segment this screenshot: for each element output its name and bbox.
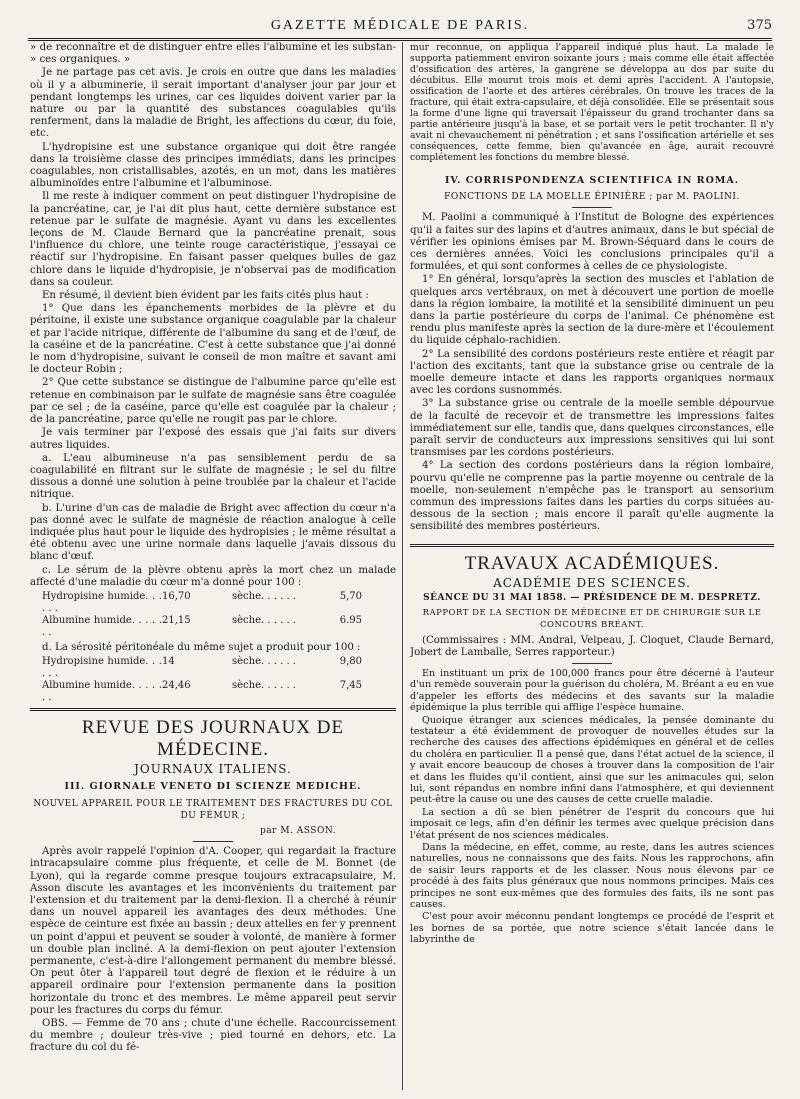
paragraph: » de reconnaître et de distinguer entre elles l'albumine et les substan- » ces organiques. » bbox=[30, 42, 396, 66]
paragraph: L'hydropisine est une substance organique qui doit être rangée dans la troisième classe des principes immédiats, dans les principes coagulables, non cristallisables, azotés, en un mot, dans les matières albuminoïdes entre l'albumine et l'albuminose. bbox=[30, 141, 396, 190]
table-cell: sèche. . . . . . bbox=[232, 656, 296, 668]
journal-title: GAZETTE MÉDICALE DE PARIS. bbox=[270, 18, 530, 33]
paragraph: M. Paolini a communiqué à l'Institut de Bologne des expériences qu'il a faites sur des lapins et d'autres animaux, dans le but spécial de vérifier les opinions émises par M. Brown-Séquard dans le cours de ces dernières années. Voici les conclusions principales qu'il a formulées, et qui sont conformes à celles de ce physiologiste. bbox=[410, 212, 774, 273]
article-title: NOUVEL APPAREIL POUR LE TRAITEMENT DES FRACTURES DU COL DU FÉMUR ; bbox=[33, 798, 393, 821]
paragraph: c. Le sérum de la plèvre obtenu après la mort chez un malade affecté d'une maladie du cœur m'a donné pour 100 : bbox=[30, 564, 396, 588]
table-row bbox=[30, 656, 396, 680]
section-heading: TRAVAUX ACADÉMIQUES. bbox=[464, 552, 720, 574]
table-cell: 6.95 bbox=[339, 614, 362, 626]
paragraph: mur reconnue, on appliqua l'appareil indiqué plus haut. La malade le supporta patiemment environ soixante jours ; mais comme elle était affectée d'ossification des artères, la gangrène se développa au dos par suite du décubitus. Elle mourut trois mois et demi après l'accident. A l'autopsie, ossification de l'aorte et des artères cérébrales. On trouve les traces de la fracture, qui était extra-capsulaire, et déjà consolidée. Elle se présentait sous la forme d'une ligne qui traversait l'épaisseur du grand trochanter dans sa partie antérieure jusqu'à la base, et se portait vers le petit trochanter. Il n'y avait ni chevauchement ni pénétration ; et sans l'ossification artérielle et ses conséquences, cette femme, bien qu'avancée en âge, aurait recouvré complétement les fonctions du membre blessé. bbox=[410, 42, 774, 163]
divider bbox=[572, 663, 612, 664]
section-rule bbox=[30, 708, 396, 711]
paragraph: 4° La section des cordons postérieurs dans la région lombaire, pourvu qu'elle ne comprenne pas la partie moyenne ou centrale de la moelle, non-seulement n'empêche pas le transport au sensorium commun des impressions faites dans les parties du corps situées au-dessous de la section ; mais encore il paraît qu'elle augmente la sensibilité des membres postérieurs. bbox=[410, 460, 774, 533]
paragraph: La section a dû se bien pénétrer de l'esprit du concours que lui imposait ce legs, afin d'en définir les termes avec quelque précision dans l'état présent de nos sciences médicales. bbox=[410, 806, 774, 841]
paragraph: d. La sérosité péritonéale du même sujet a produit pour 100 : bbox=[42, 641, 361, 653]
paragraph: OBS. — Femme de 70 ans ; chute d'une échelle. Raccourcissement du membre ; douleur très-vive ; pied tourné en dehors, etc. La fracture du col du fé- bbox=[30, 1018, 396, 1054]
section-heading: IV. CORRISPONDENZA SCIENTIFICA IN ROMA. bbox=[444, 175, 740, 186]
paragraph: C'est pour avoir méconnu pendant longtemps ce procédé de l'esprit et les bornes de sa portée, que notre science s'était lancée dans le labyrinthe de bbox=[410, 911, 774, 946]
subsection-heading: JOURNAUX ITALIENS. bbox=[134, 762, 292, 777]
right-column bbox=[410, 42, 774, 1082]
table-cell: sèche. . . . . . bbox=[232, 590, 296, 602]
column-divider bbox=[402, 42, 403, 1090]
table-cell: 5,70 bbox=[339, 590, 362, 602]
page-header bbox=[28, 18, 772, 40]
table-row bbox=[30, 615, 396, 639]
session-heading: SÉANCE DU 31 MAI 1858. — PRÉSIDENCE DE M. DESPRETZ. bbox=[423, 592, 761, 603]
results-table-2 bbox=[30, 656, 396, 704]
table-cell: sèche. . . . . . bbox=[232, 614, 296, 626]
article-author: par M. ASSON. bbox=[260, 825, 336, 836]
article-title: FONCTIONS DE LA MOELLE ÉPINIÈRE ; par M. PAOLINI. bbox=[444, 192, 740, 203]
table-cell: 16,70 bbox=[162, 590, 191, 602]
section-rule bbox=[410, 544, 774, 547]
table-cell: 24,46 bbox=[162, 680, 191, 692]
table-row bbox=[30, 680, 396, 704]
paragraph: b. L'urine d'un cas de maladie de Bright avec affection du cœur n'a pas donné avec le sulfate de magnésie de réaction analogue à celle indiquée plus haut pour le liquide des hydropisies ; le même résultat a été obtenu avec une urine normale dans laquelle j'avais dissous du blanc d'œuf. bbox=[30, 502, 396, 563]
table-cell: Hydropisine humide. . . . . . bbox=[42, 590, 162, 614]
paragraph: 1° En général, lorsqu'après la section des muscles et l'ablation de quelques arcs vertébraux, on met à découvert une portion de moelle dans la région lombaire, la motilité et la sensibilité diminuent un peu dans la partie postérieure du corps de l'animal. Ce phénomène est rendu plus manifeste après la section de la dure-mère et l'écoulement du liquide céphalo-rachidien. bbox=[410, 274, 774, 347]
subsection-heading: ACADÉMIE DES SCIENCES. bbox=[493, 575, 691, 590]
table-cell: 9,80 bbox=[339, 656, 362, 668]
paragraph: Je ne partage pas cet avis. Je crois en outre que dans les maladies où il y a albuminerie, il serait important d'analyser jour par jour et pendant longtemps les urines, car ces liquides doivent varier par la nature ou par la quantité des substances coagulables qu'ils renferment, dans la maladie de Bright, les affections du cœur, du foie, etc. bbox=[30, 67, 396, 140]
table-row bbox=[30, 591, 396, 615]
paragraph: 1° Que dans les épanchements morbides de la plèvre et du péritoine, il existe une substance organique coagulable par la chaleur et par l'acide nitrique, différente de l'albumine du sang et de l'œuf, de la caséine et de la pancréatine. C'est à cette substance que j'ai donné le nom d'hydropisine, suivant le conseil de mon maître et savant ami le docteur Robin ; bbox=[30, 303, 396, 376]
results-table-1 bbox=[30, 591, 396, 639]
divider bbox=[193, 841, 233, 842]
paragraph: 3° La substance grise ou centrale de la moelle semble dépourvue de la faculté de recevoir et de transmettre les impressions faites immédiatement sur elle, tandis que, dans quelques circonstances, elle paraît servir de conducteurs aux impressions sensitives qui lui sont transmises par les cordons postérieurs. bbox=[410, 398, 774, 459]
paragraph: a. L'eau albumineuse n'a pas sensiblement perdu de sa coagulabilité en filtrant sur le sulfate de magnésie ; le sel du filtre dissous a donné une solution à peine troublée par la chaleur et l'acide nitrique. bbox=[30, 452, 396, 501]
header-rule bbox=[28, 38, 772, 41]
paragraph: Je vais terminer par l'exposé des essais que j'ai faits sur divers autres liquides. bbox=[30, 427, 396, 451]
table-cell: Albumine humide. . . . . . . bbox=[42, 614, 162, 638]
table-cell: Albumine humide. . . . . . . bbox=[42, 680, 162, 704]
paragraph: Quoique étranger aux sciences médicales, la pensée dominante du testateur a été évidemment de provoquer de nouvelles études sur la recherche des causes des affections épidémiques en général et de celles du choléra en particulier. Il a pensé que, dans l'état actuel de la science, il y avait encore beaucoup de choses à trouver dans la composition de l'air et dans les fluides qu'il contient, ainsi que sur les animacules qui, selon lui, sont répandus en nombre infini dans l'atmosphère, et qui deviennent peut-être la cause ou une des causes de cette cruelle maladie. bbox=[410, 714, 774, 806]
paragraph: Après avoir rappelé l'opinion d'A. Cooper, qui regardait la fracture intracapsulaire comme plus fréquente, et celle de M. Bonnet (de Lyon), qui la regarde comme presque toujours extracapsulaire, M. Asson discute les avantages et les inconvénients du traitement par l'extension et du traitement par la demi-flexion. Il a cherché à réunir dans un nouvel appareil les avantages des deux méthodes. Une espèce de ceinture est fixée au bassin ; deux attelles en fer y prennent un point d'appui et peuvent se souder à volonté, de manière à former un double plan incliné. A la demi-flexion on peut ajouter l'extension permanente, c'est-à-dire l'allongement permanent du membre blessé. On peut ôter à l'appareil tout degré de flexion et le réduire à un appareil ordinaire pour l'extension permanente dans la position horizontale du tronc et des membres. Le même appareil peut servir pour les fractures du corps du fémur. bbox=[30, 846, 396, 1016]
paragraph: Il me reste à indiquer comment on peut distinguer l'hydropisine de la pancréatine, car, je l'ai dit plus haut, cette dernière substance est retenue par le sulfate de magnésie. Ayant vu dans les excellentes leçons de M. Claude Bernard que la pancréatine prenait, sous l'influence du chlore, une teinte rouge caractéristique, j'essayai ce réactif sur l'hydropisine. En faisant passer quelques bulles de gaz chlore dans le liquide d'hydropisie, je n'observai pas de modification dans sa couleur. bbox=[30, 191, 396, 288]
table-cell: 14 bbox=[162, 656, 175, 668]
paragraph: 2° Que cette substance se distingue de l'albumine parce qu'elle est retenue en combinaison par le sulfate de magnésie sans être coagulée par ce sel ; de la caséine, parce qu'elle est coagulée par la chaleur ; de la pancréatine, parce qu'elle ne rougit pas par le chlore. bbox=[30, 377, 396, 426]
page-number: 375 bbox=[747, 18, 772, 33]
left-column bbox=[30, 42, 396, 1082]
divider bbox=[572, 207, 612, 208]
paragraph: (Commissaires : MM. Andral, Velpeau, J. Cloquet, Claude Bernard, Jobert de Lamballe, Serres rapporteur.) bbox=[410, 634, 774, 658]
paragraph: Dans la médecine, en effet, comme, au reste, dans les autres sciences naturelles, nous ne connaissons que des faits. Nous les rapprochons, afin de saisir leurs rapports et de les classer. Nous nous élevons par ce procédé à des faits plus généraux que nous nommons principes. Mais ces principes ne sont eux-mêmes que des formules des faits, ils ne sont pas causes. bbox=[410, 842, 774, 911]
table-cell: Hydropisine humide. . . . . . bbox=[42, 656, 162, 680]
journal-heading: III. GIORNALE VENETO DI SCIENZE MEDICHE. bbox=[64, 781, 362, 793]
report-title: RAPPORT DE LA SECTION DE MÉDECINE ET DE CHIRURGIE SUR LE CONCOURS BRÉANT. bbox=[422, 608, 762, 631]
table-cell: 7,45 bbox=[339, 680, 362, 692]
paragraph: 2° La sensibilité des cordons postérieurs reste entière et réagit par l'action des excitants, tant que la substance grise ou centrale de la moelle demeure intacte et dans les rapports organiques normaux avec les cordons susnommés. bbox=[410, 348, 774, 397]
paragraph: En résumé, il devient bien évident par les faits cités plus haut : bbox=[42, 290, 369, 302]
table-cell: 21,15 bbox=[162, 614, 191, 626]
paragraph: En instituant un prix de 100,000 francs pour être décerné à l'auteur d'un remède souverain pour la guérison du choléra, M. Bréant a eu en vue d'appeler les efforts des médecins et des savants sur la maladie épidémique la plus terrible qui afflige l'espèce humaine. bbox=[410, 667, 774, 714]
table-cell: sèche. . . . . . bbox=[232, 680, 296, 692]
section-heading: REVUE DES JOURNAUX DE MÉDECINE. bbox=[81, 717, 345, 761]
